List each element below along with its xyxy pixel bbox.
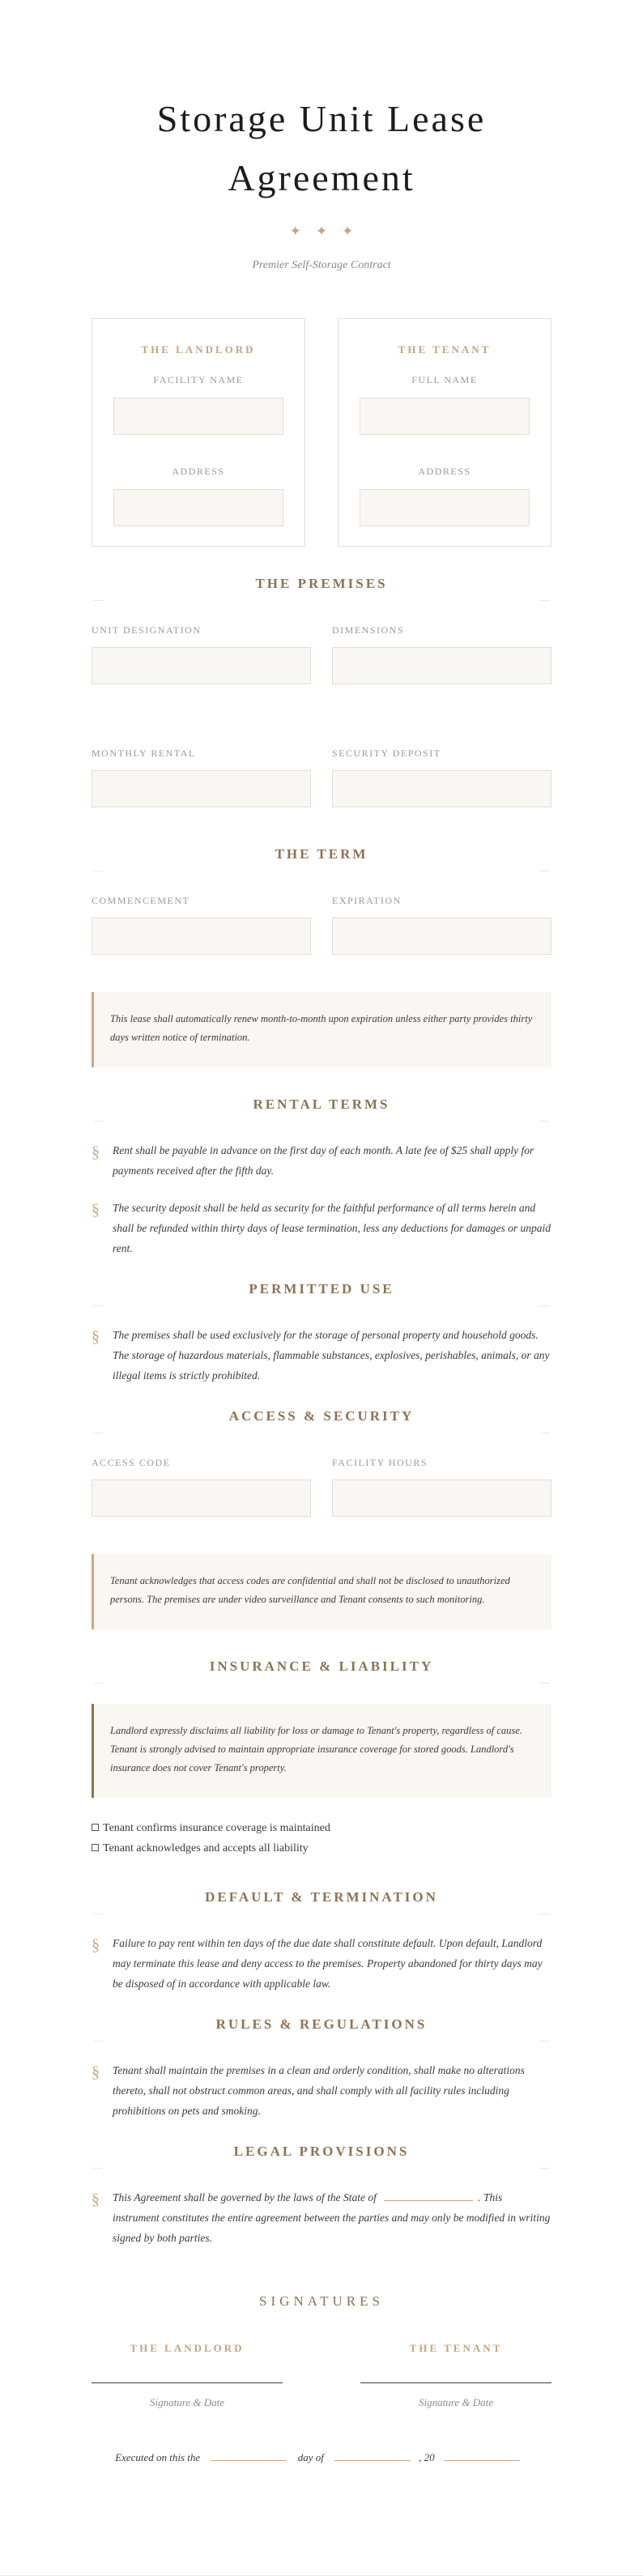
full-name-label: FULL NAME <box>411 374 478 385</box>
unit-designation-input[interactable] <box>92 647 311 684</box>
tenant-box <box>338 318 551 547</box>
tenant-address-input[interactable] <box>360 489 530 526</box>
clause-text <box>113 2187 551 2248</box>
premises-fields-row-1 <box>92 624 551 684</box>
month-blank-field[interactable] <box>334 2453 411 2461</box>
insurance-header <box>92 1657 551 1689</box>
access-code-input[interactable] <box>92 1480 311 1517</box>
divider <box>93 2168 103 2169</box>
tenant-address-label: ADDRESS <box>418 466 471 477</box>
executed-middle: day of <box>297 2451 324 2463</box>
dimensions-input[interactable] <box>332 647 551 684</box>
section-mark-icon: § <box>92 1143 100 1161</box>
clause-text: Failure to pay rent within ten days of the due date shall constitute default. Upon default, Landlord may terminate this lease and deny access to the premises. Property abandoned for thirty days may be disposed of in accordance with applicable law. <box>113 1937 543 1990</box>
liability-disclaimer-notice: Landlord expressly disclaims all liability for loss or damage to Tenant's property, regardless of cause. Tenant is strongly advised to maintain appropriate insurance coverage for stored goods. Landlord's insurance does not cover Tenant's property. <box>92 1704 551 1798</box>
section-mark-icon: § <box>92 2191 100 2208</box>
term-header <box>92 845 551 877</box>
legal-header <box>92 2142 551 2174</box>
section-mark-icon: § <box>92 1328 100 1346</box>
clause-security-deposit <box>92 1198 551 1258</box>
clause-text: The security deposit shall be held as security for the faithful performance of all terms herein and shall be refunded within thirty days of lease termination, less any deductions for damages or unpaid rent. <box>113 1202 551 1254</box>
facility-name-input[interactable] <box>113 398 283 435</box>
section-title: PERMITTED USE <box>249 1281 394 1297</box>
tenant-title: THE TENANT <box>398 343 492 356</box>
access-code-notice: Tenant acknowledges that access codes are confidential and shall not be disclosed to unauthorized persons. The premises are under video surveillance and Tenant consents to such monitoring. <box>92 1554 551 1629</box>
landlord-signature-block <box>92 2342 283 2409</box>
clause-rent-payment <box>92 1140 551 1181</box>
commencement-label: COMMENCEMENT <box>92 895 190 906</box>
clause-default <box>92 1933 551 1994</box>
signature-blocks <box>92 2342 551 2409</box>
section-title: LEGAL PROVISIONS <box>233 2144 410 2159</box>
divider <box>540 1305 550 1306</box>
execution-date-line <box>92 2450 551 2466</box>
default-termination-header <box>92 1888 551 1920</box>
tenant-signature-line[interactable] <box>360 2382 551 2383</box>
divider <box>540 600 550 601</box>
premises-header <box>92 574 551 607</box>
divider <box>93 1683 103 1684</box>
checkbox-label: Tenant acknowledges and accepts all liability <box>103 1842 309 1854</box>
divider <box>93 1305 103 1306</box>
landlord-signature-caption: Signature & Date <box>150 2396 224 2408</box>
landlord-address-input[interactable] <box>113 489 283 526</box>
expiration-label: EXPIRATION <box>332 895 402 906</box>
checkbox-icon[interactable] <box>92 1824 99 1831</box>
section-mark-icon: § <box>92 1936 100 1954</box>
clause-text: Tenant shall maintain the premises in a clean and orderly condition, shall make no alterations thereto, shall not obstruct common areas, and shall comply with all facility rules including prohibitions on pets and smoking. <box>113 2064 525 2117</box>
star-ornament-icon: ✦✦✦ <box>289 224 368 239</box>
divider <box>540 1121 550 1122</box>
landlord-signature-line[interactable] <box>92 2382 283 2383</box>
clause-permitted-use <box>92 1325 551 1386</box>
parties-section <box>92 318 551 547</box>
permitted-use-header <box>92 1279 551 1312</box>
access-security-header <box>92 1407 551 1439</box>
premises-fields-row-2 <box>92 747 551 807</box>
clause-text: Rent shall be payable in advance on the first day of each month. A late fee of $25 shall apply for payments received after the fifth day. <box>113 1144 534 1177</box>
section-title: THE TERM <box>275 846 368 862</box>
auto-renew-notice: This lease shall automatically renew month-to-month upon expiration unless either party provides thirty days written notice of termination. <box>92 992 551 1067</box>
landlord-box <box>92 318 305 547</box>
year-blank-field[interactable] <box>444 2453 520 2461</box>
tenant-signature-title: THE TENANT <box>409 2342 503 2354</box>
security-deposit-label: SECURITY DEPOSIT <box>332 747 441 759</box>
access-fields-row <box>92 1457 551 1517</box>
document-title: Storage Unit Lease Agreement <box>156 98 487 198</box>
divider <box>540 1683 550 1684</box>
section-mark-icon: § <box>92 2063 100 2081</box>
tenant-signature-caption: Signature & Date <box>419 2396 493 2408</box>
state-blank-field[interactable] <box>384 2193 473 2201</box>
checkbox-icon[interactable] <box>92 1844 99 1851</box>
section-title: INSURANCE & LIABILITY <box>209 1658 434 1674</box>
section-title: DEFAULT & TERMINATION <box>205 1889 438 1905</box>
commencement-input[interactable] <box>92 918 311 955</box>
rental-terms-header <box>92 1095 551 1127</box>
signatures-section <box>92 2292 551 2466</box>
year-prefix: , 20 <box>419 2451 435 2463</box>
landlord-title: THE LANDLORD <box>141 343 256 356</box>
checkbox-insurance-maintained[interactable] <box>92 1818 551 1838</box>
section-title: RENTAL TERMS <box>253 1096 390 1112</box>
executed-prefix: Executed on this the <box>115 2451 201 2463</box>
divider <box>540 2041 550 2042</box>
tenant-signature-block <box>360 2342 551 2409</box>
section-title: ACCESS & SECURITY <box>228 1408 415 1424</box>
document-subtitle: Premier Self-Storage Contract <box>252 259 391 271</box>
landlord-address-label: ADDRESS <box>172 466 225 477</box>
section-mark-icon: § <box>92 1201 100 1219</box>
monthly-rental-input[interactable] <box>92 770 311 807</box>
divider <box>93 2041 103 2042</box>
security-deposit-input[interactable] <box>332 770 551 807</box>
dimensions-label: DIMENSIONS <box>332 624 405 636</box>
clause-text-after: . This instrument constitutes the entire agreement between the parties and may only be modified in writing signed by both parties. <box>113 2191 551 2244</box>
facility-hours-input[interactable] <box>332 1480 551 1517</box>
checkbox-label: Tenant confirms insurance coverage is maintained <box>103 1822 330 1834</box>
landlord-signature-title: THE LANDLORD <box>130 2342 245 2354</box>
document-header <box>92 0 551 272</box>
tenant-full-name-input[interactable] <box>360 398 530 435</box>
clause-rules <box>92 2060 551 2121</box>
expiration-input[interactable] <box>332 918 551 955</box>
day-blank-field[interactable] <box>211 2453 287 2461</box>
monthly-rental-label: MONTHLY RENTAL <box>92 747 196 759</box>
insurance-checkboxes <box>92 1818 551 1859</box>
divider <box>93 1121 103 1122</box>
divider <box>93 600 103 601</box>
signatures-title: SIGNATURES <box>259 2293 384 2309</box>
unit-designation-label: UNIT DESIGNATION <box>92 624 202 636</box>
facility-name-label: FACILITY NAME <box>153 374 244 385</box>
clause-text-before: This Agreement shall be governed by the laws of the State of <box>113 2191 377 2203</box>
clause-text: The premises shall be used exclusively for the storage of personal property and household goods. The storage of hazardous materials, flammable substances, explosives, perishables, animals, or any illegal items is strictly prohibited. <box>113 1329 550 1382</box>
access-code-label: ACCESS CODE <box>92 1457 171 1468</box>
divider <box>540 2168 550 2169</box>
clause-governing-law <box>92 2187 551 2248</box>
facility-hours-label: FACILITY HOURS <box>332 1457 428 1468</box>
section-title: THE PREMISES <box>255 576 388 591</box>
term-fields-row <box>92 895 551 955</box>
section-title: RULES & REGULATIONS <box>215 2016 428 2032</box>
rules-header <box>92 2015 551 2047</box>
checkbox-accepts-liability[interactable] <box>92 1838 551 1859</box>
